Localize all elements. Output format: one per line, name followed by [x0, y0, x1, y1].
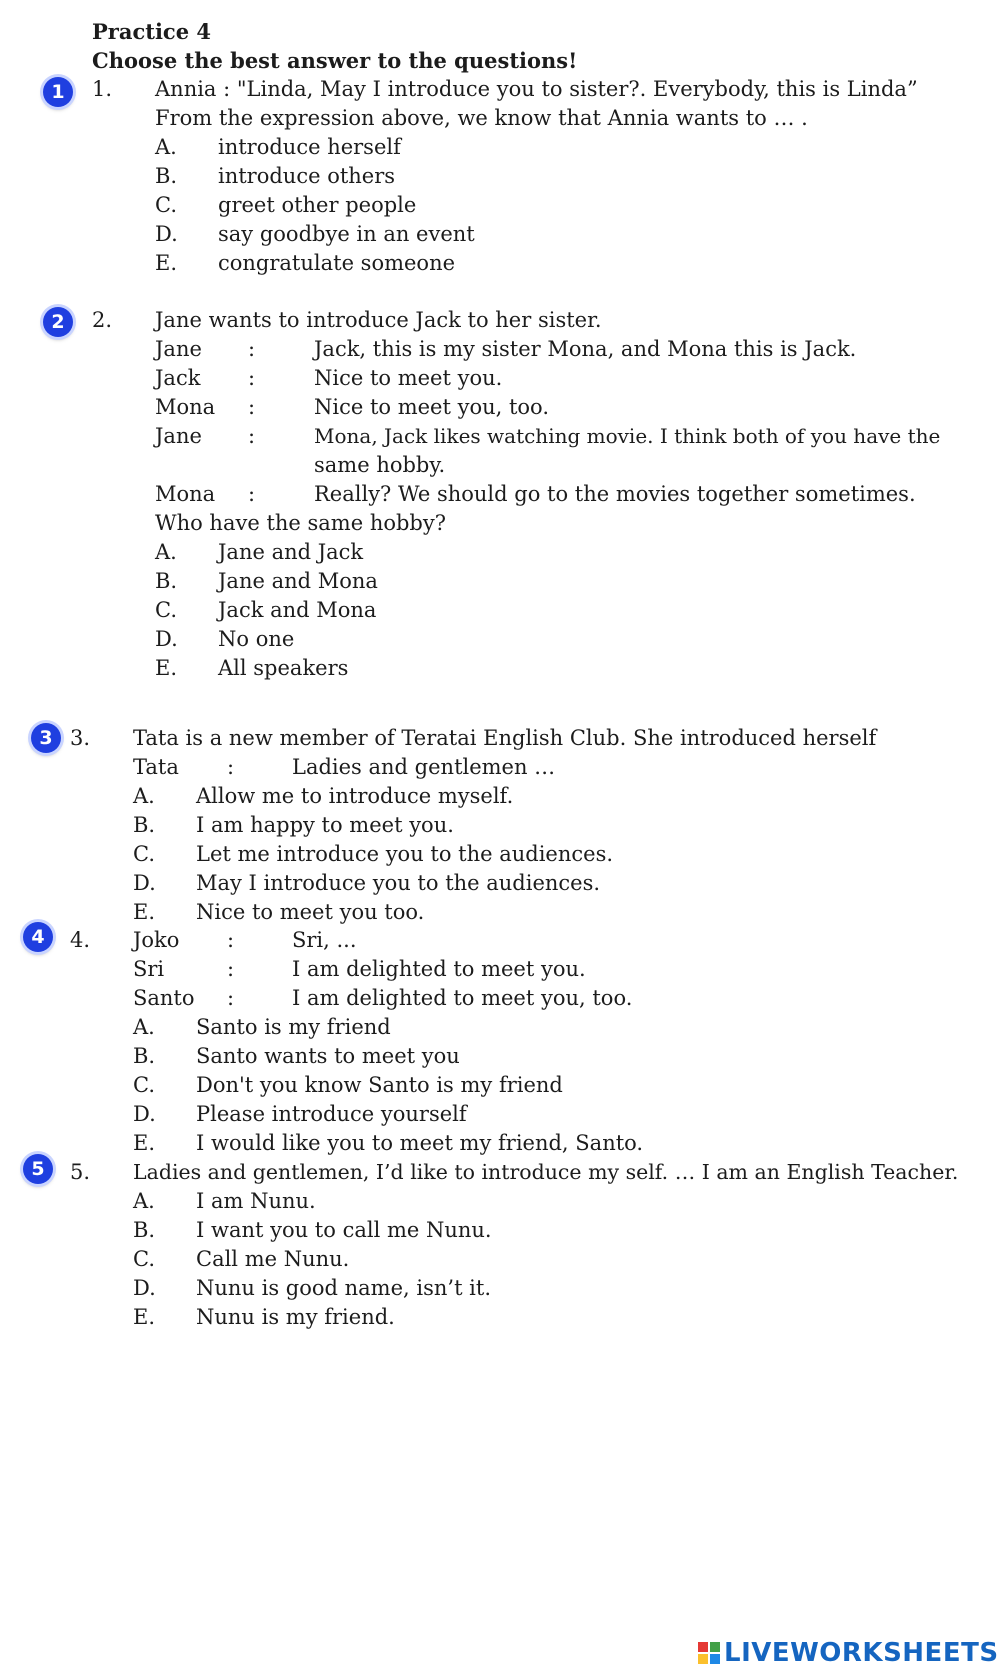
- liveworksheets-logo: [698, 1636, 999, 1670]
- option-text: congratulate someone: [218, 251, 456, 275]
- option-letter: B.: [133, 813, 156, 837]
- option-letter: C.: [133, 842, 155, 866]
- option-letter: A.: [133, 784, 155, 808]
- option-text: Call me Nunu.: [196, 1247, 350, 1271]
- dialog-speaker: Mona: [155, 482, 216, 506]
- option-letter: C.: [133, 1247, 155, 1271]
- option-letter: C.: [155, 193, 177, 217]
- option-text: All speakers: [218, 656, 349, 680]
- dialog-line: I am delighted to meet you.: [292, 957, 586, 981]
- dialog-speaker: Santo: [133, 986, 195, 1010]
- dialog-line: Nice to meet you.: [314, 366, 503, 390]
- option-text: Let me introduce you to the audiences.: [196, 842, 614, 866]
- option-text: Jane and Mona: [218, 569, 378, 593]
- dialog-line: I am delighted to meet you, too.: [292, 986, 633, 1010]
- dialog-speaker: Jane: [155, 424, 202, 448]
- dialog-colon: :: [227, 928, 235, 952]
- dialog-line: Mona, Jack likes watching movie. I think both of you have the: [314, 424, 941, 448]
- option-letter: D.: [133, 871, 156, 895]
- dialog-speaker: Joko: [133, 928, 180, 952]
- dialog-speaker: Jane: [155, 337, 202, 361]
- question-3-intro: Tata is a new member of Teratai English Club. She introduced herself: [133, 726, 877, 750]
- option-text: Jane and Jack: [218, 540, 364, 564]
- dialog-line: Jack, this is my sister Mona, and Mona this is Jack.: [314, 337, 857, 361]
- question-1-text: Annia : "Linda, May I introduce you to sister?. Everybody, this is Linda”: [155, 77, 918, 101]
- question-number: 4.: [70, 928, 91, 952]
- dialog-line: Ladies and gentlemen …: [292, 755, 556, 779]
- liveworksheets-logo-icon: [698, 1642, 720, 1664]
- question-2-intro: Jane wants to introduce Jack to her sister.: [155, 308, 602, 332]
- option-text: say goodbye in an event: [218, 222, 475, 246]
- dialog-line: Sri, ...: [292, 928, 357, 952]
- option-letter: C.: [155, 598, 177, 622]
- dialog-speaker: Jack: [155, 366, 201, 390]
- option-letter: A.: [133, 1189, 155, 1213]
- question-4-badge[interactable]: 4: [23, 922, 53, 952]
- dialog-line: Really? We should go to the movies together sometimes.: [314, 482, 916, 506]
- dialog-line: Nice to meet you, too.: [314, 395, 550, 419]
- dialog-speaker: Tata: [133, 755, 179, 779]
- question-2-badge[interactable]: 2: [43, 307, 73, 337]
- question-2-prompt: Who have the same hobby?: [155, 511, 446, 535]
- option-text: I am Nunu.: [196, 1189, 316, 1213]
- option-letter: C.: [133, 1073, 155, 1097]
- option-letter: D.: [155, 627, 178, 651]
- dialog-colon: :: [248, 337, 256, 361]
- question-1-badge[interactable]: 1: [43, 77, 73, 107]
- option-text: Please introduce yourself: [196, 1102, 467, 1126]
- option-letter: A.: [155, 135, 177, 159]
- option-text: introduce herself: [218, 135, 401, 159]
- option-text: Santo is my friend: [196, 1015, 391, 1039]
- option-letter: D.: [133, 1102, 156, 1126]
- option-text: introduce others: [218, 164, 396, 188]
- question-1-prompt: From the expression above, we know that Annia wants to … .: [155, 106, 808, 130]
- option-text: I want you to call me Nunu.: [196, 1218, 492, 1242]
- question-5-intro: Ladies and gentlemen, I’d like to introduce my self. … I am an English Teacher.: [133, 1160, 959, 1184]
- dialog-speaker: Sri: [133, 957, 165, 981]
- option-text: Allow me to introduce myself.: [196, 784, 514, 808]
- option-letter: B.: [155, 164, 178, 188]
- option-letter: E.: [155, 251, 178, 275]
- question-number: 1.: [92, 77, 113, 101]
- option-letter: E.: [133, 1131, 156, 1155]
- dialog-line-continuation: same hobby.: [314, 453, 446, 477]
- option-text: greet other people: [218, 193, 417, 217]
- option-text: I am happy to meet you.: [196, 813, 454, 837]
- option-text: Don't you know Santo is my friend: [196, 1073, 563, 1097]
- option-text: I would like you to meet my friend, Santo.: [196, 1131, 644, 1155]
- option-text: May I introduce you to the audiences.: [196, 871, 601, 895]
- worksheet-title: Practice 4: [92, 19, 211, 44]
- dialog-colon: :: [227, 755, 235, 779]
- option-letter: D.: [155, 222, 178, 246]
- dialog-colon: :: [248, 366, 256, 390]
- option-text: No one: [218, 627, 295, 651]
- option-letter: E.: [155, 656, 178, 680]
- liveworksheets-logo-text: LIVEWORKSHEETS: [724, 1637, 999, 1668]
- dialog-colon: :: [248, 395, 256, 419]
- option-letter: A.: [155, 540, 177, 564]
- question-number: 3.: [70, 726, 91, 750]
- option-letter: B.: [155, 569, 178, 593]
- question-number: 5.: [70, 1160, 91, 1184]
- dialog-speaker: Mona: [155, 395, 216, 419]
- option-text: Jack and Mona: [218, 598, 377, 622]
- option-letter: B.: [133, 1044, 156, 1068]
- worksheet-instruction: Choose the best answer to the questions!: [92, 48, 578, 73]
- dialog-colon: :: [227, 986, 235, 1010]
- dialog-colon: :: [248, 482, 256, 506]
- option-letter: A.: [133, 1015, 155, 1039]
- question-5-badge[interactable]: 5: [23, 1154, 53, 1184]
- option-text: Santo wants to meet you: [196, 1044, 460, 1068]
- option-letter: E.: [133, 1305, 156, 1329]
- dialog-colon: :: [248, 424, 256, 448]
- question-number: 2.: [92, 308, 113, 332]
- option-letter: E.: [133, 900, 156, 924]
- option-text: Nunu is good name, isn’t it.: [196, 1276, 492, 1300]
- option-letter: D.: [133, 1276, 156, 1300]
- option-letter: B.: [133, 1218, 156, 1242]
- dialog-colon: :: [227, 957, 235, 981]
- question-3-badge[interactable]: 3: [31, 723, 61, 753]
- option-text: Nunu is my friend.: [196, 1305, 395, 1329]
- option-text: Nice to meet you too.: [196, 900, 425, 924]
